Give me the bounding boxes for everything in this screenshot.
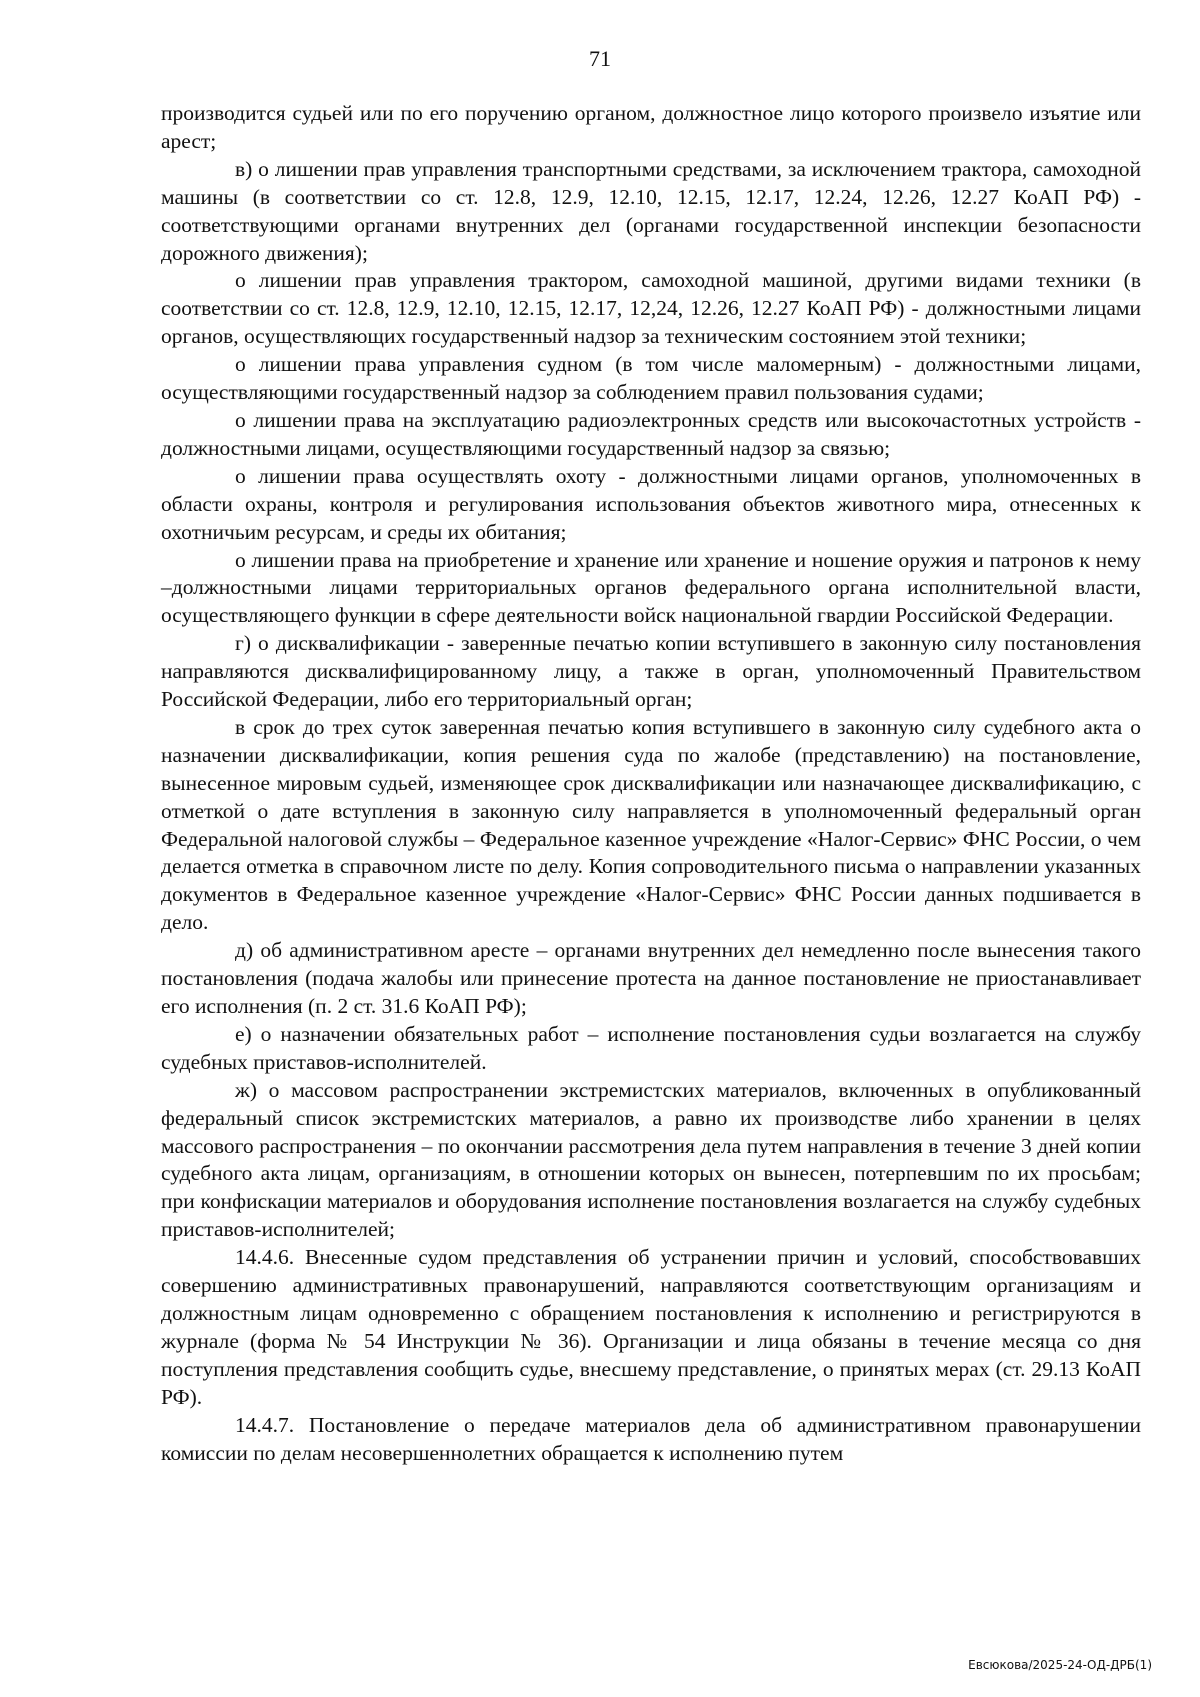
paragraph-weapons-rights: о лишении права на приобретение и хранение или хранение и ношение оружия и патронов к нему –должностными лицами территориальных органов федерального органа исполнительной власти, осуществляющего функции в сфере деятельности войск национальной гвардии Российской Федерации. (161, 547, 1141, 628)
paragraph-14-4-6: 14.4.6. Внесенные судом представления об устранении причин и условий, способствовавших совершению административных правонарушений, направляются соответствующим организациям и должностным лицам одновременно с обращением постановления к исполнению и регистрируются в журнале (форма № 54 Инструкции № 36). Организации и лица обязаны в течение месяца со дня поступления представления сообщить судье, внесшему представление, о принятых мерах (ст. 29.13 КоАП РФ). (161, 1245, 1141, 1409)
document-registration-code: Евсюкова/2025-24-ОД-ДРБ(1) (968, 1658, 1152, 1672)
paragraph-tractor-rights: о лишении прав управления трактором, самоходной машиной, другими видами техники (в соответствии со ст. 12.8, 12.9, 12.10, 12.15, 12.17, 12,24, 12.26, 12.27 КоАП РФ) - должностными лицами органов, осуществляющих государственный надзор за техническим состоянием этой техники; (161, 268, 1141, 349)
paragraph-radio-rights: о лишении права на эксплуатацию радиоэлектронных средств или высокочастотных устройств - должностными лицами, осуществляющими государственный надзор за связью; (161, 407, 1141, 460)
document-body (161, 100, 1141, 1467)
paragraph-continuation: производится судьей или по его поручению органом, должностное лицо которого произвело изъятие или арест; (161, 101, 1141, 153)
paragraph-d-administrative-arrest: д) об административном аресте – органами внутренних дел немедленно после вынесения такого постановления (подача жалобы или принесение протеста на данное постановление не приостанавливает его исполнения (п. 2 ст. 31.6 КоАП РФ); (161, 938, 1141, 1018)
paragraph-disqualification-deadline: в срок до трех суток заверенная печатью копия вступившего в законную силу судебного акта о назначении дисквалификации, копия решения суда по жалобе (представлению) на постановление, вынесенное мировым судьей, изменяющее срок дисквалификации или назначающее дисквалификацию, с отметкой о дате вступления в законную силу направляется в уполномоченный федеральный орган Федеральной налоговой службы – Федеральное казенное учреждение «Налог-Сервис» ФНС России, о чем делается отметка в справочном листе по делу. Копия сопроводительного письма о направлении указанных документов в Федеральное казенное учреждение «Налог-Сервис» ФНС России данных подшивается в дело. (161, 714, 1141, 935)
paragraph-hunting-rights: о лишении права осуществлять охоту - должностными лицами органов, уполномоченных в области охраны, контроля и регулирования использования объектов животного мира, отнесенных к охотничьим ресурсам, и среды их обитания; (161, 463, 1141, 544)
paragraph-g-disqualification: г) о дисквалификации - заверенные печатью копии вступившего в законную силу постановления направляются дисквалифицированному лицу, а также в орган, уполномоченный Правительством Российской Федерации, либо его территориальный орган; (161, 631, 1141, 712)
paragraph-e-mandatory-work: е) о назначении обязательных работ – исполнение постановления судьи возлагается на службу судебных приставов-исполнителей. (161, 1021, 1141, 1074)
paragraph-vessel-rights: о лишении права управления судном (в том числе маломерным) - должностными лицами, осуществляющими государственный надзор за соблюдением правил пользования судами; (161, 352, 1141, 405)
paragraph-14-4-7: 14.4.7. Постановление о передаче материалов дела об административном правонарушении комиссии по делам несовершеннолетних обращается к исполнению путем (161, 1412, 1141, 1465)
paragraph-zh-extremist-materials: ж) о массовом распространении экстремистских материалов, включенных в опубликованный федеральный список экстремистских материалов, а равно их производстве либо хранении в целях массового распространения – по окончании рассмотрения дела путем направления в течение 3 дней копии судебного акта лицам, организациям, в отношении которых он вынесен, потерпевшим по их просьбам; при конфискации материалов и оборудования исполнение постановления возлагается на службу судебных приставов-исполнителей; (161, 1077, 1141, 1242)
paragraph-v-driving-rights: в) о лишении прав управления транспортными средствами, за исключением трактора, самоходной машины (в соответствии со ст. 12.8, 12.9, 12.10, 12.15, 12.17, 12.24, 12.26, 12.27 КоАП РФ) - соответствующими органами внутренних дел (органами государственной инспекции безопасности дорожного движения); (161, 156, 1141, 265)
page-number: 71 (589, 46, 611, 71)
